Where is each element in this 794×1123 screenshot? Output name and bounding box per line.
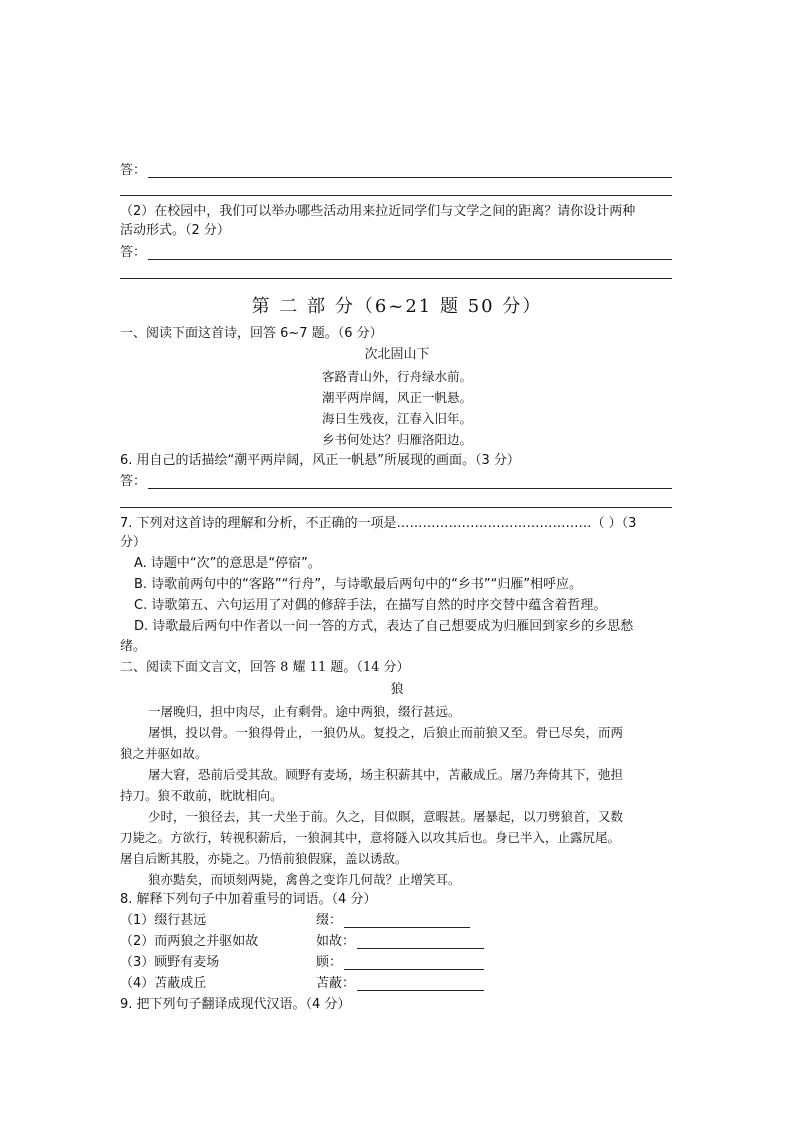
prose-line: 屠惧，投以骨。一狼得骨止，一狼仍从。复投之，后狼止而前狼又至。骨已尽矣，而两 <box>148 725 624 740</box>
q8-item-sentence: （3）顾野有麦场 <box>120 955 220 970</box>
q8-item-sentence: （2）而两狼之并驱如故 <box>120 934 259 949</box>
q8-item-word: 苫蔽： <box>316 976 356 991</box>
option-b[interactable]: B. 诗歌前两句中的“客路”“行舟”，与诗歌最后两句中的“乡书”“归雁”相呼应。 <box>134 577 583 592</box>
option-c[interactable]: C. 诗歌第五、六句运用了对偶的修辞手法，在描写自然的时序交替中蕴含着哲理。 <box>134 598 607 613</box>
question-5-2-line1: （2）在校园中，我们可以举办哪些活动用来拉近同学们与文学之间的距离？请你设计两种 <box>120 204 636 219</box>
section-1-heading: 一、阅读下面这首诗，回答 6~7 题。（6 分） <box>120 326 383 341</box>
answer-blank[interactable] <box>344 927 470 928</box>
question-9: 9. 把下列句子翻译成现代汉语。（4 分） <box>120 997 351 1012</box>
option-d-cont: 绪。 <box>120 639 147 654</box>
q8-item-sentence: （1）缀行甚远 <box>120 913 207 928</box>
prose-line: 持刀。狼不敢前，眈眈相向。 <box>120 788 283 803</box>
option-a[interactable]: A. 诗题中“次”的意思是“停宿”。 <box>134 556 321 571</box>
prose-line: 少时，一狼径去，其一犬坐于前。久之，目似瞑，意暇甚。屠暴起，以刀劈狼首，又数 <box>148 809 624 824</box>
question-7-stem: 7. 下列对这首诗的理解和分析，不正确的一项是………………………………………（ ）（3 <box>120 516 637 531</box>
poem-line: 海日生残夜，江春入旧年。 <box>321 411 472 426</box>
poem-title: 次北固山下 <box>364 347 430 362</box>
prose-line: 刀毙之。方欲行，转视积薪后，一狼洞其中，意将隧入以攻其后也。身已半入，止露尻尾。 <box>120 830 621 845</box>
prose-line: 一屠晚归，担中肉尽，止有剩骨。途中两狼，缀行甚远。 <box>148 704 461 719</box>
answer-blank[interactable] <box>357 948 484 949</box>
q8-item-sentence: （4）苫蔽成丘 <box>120 976 207 991</box>
answer-line[interactable] <box>120 195 672 196</box>
part-title: 第 二 部 分（6~21 题 50 分） <box>251 296 543 317</box>
answer-line[interactable] <box>148 177 672 178</box>
answer-label: 答： <box>120 163 147 178</box>
prose-line: 狼之并驱如故。 <box>120 746 208 761</box>
answer-label: 答： <box>120 245 147 260</box>
question-8: 8. 解释下列句子中加着重号的词语。（4 分） <box>120 892 377 907</box>
prose-line: 屠自后断其股，亦毙之。乃悟前狼假寐，盖以诱敌。 <box>120 851 408 866</box>
question-6: 6. 用自己的话描绘“潮平两岸阔，风正一帆悬”所展现的画面。（3 分） <box>120 453 520 468</box>
poem-line: 潮平两岸阔，风正一帆悬。 <box>321 390 472 405</box>
answer-line[interactable] <box>148 488 672 489</box>
q8-item-word: 如故： <box>316 934 356 949</box>
section-2-heading: 二、阅读下面文言文，回答 8 耀 11 题。（14 分） <box>120 660 410 675</box>
answer-line[interactable] <box>120 507 672 508</box>
prose-line: 屠大窘，恐前后受其敌。顾野有麦场，场主积薪其中，苫蔽成丘。屠乃奔倚其下，弛担 <box>148 767 624 782</box>
prose-line: 狼亦黠矣，而顷刻两毙，禽兽之变诈几何哉？止增笑耳。 <box>148 872 461 887</box>
answer-line[interactable] <box>120 278 672 279</box>
poem-line: 乡书何处达？归雁洛阳边。 <box>321 432 472 447</box>
question-5-2-line2: 活动形式。（2 分） <box>120 223 230 238</box>
q8-item-word: 顾： <box>316 955 343 970</box>
q8-item-word: 缀： <box>316 913 343 928</box>
question-7-stem-cont: 分） <box>120 535 147 550</box>
poem-line: 客路青山外，行舟绿水前。 <box>321 369 472 384</box>
option-d[interactable]: D. 诗歌最后两句中作者以一问一答的方式，表达了自己想要成为归雁回到家乡的乡思愁 <box>134 619 634 634</box>
answer-line[interactable] <box>148 259 672 260</box>
answer-label: 答： <box>120 474 147 489</box>
text-title: 狼 <box>390 682 404 697</box>
answer-blank[interactable] <box>357 990 484 991</box>
answer-blank[interactable] <box>344 969 484 970</box>
